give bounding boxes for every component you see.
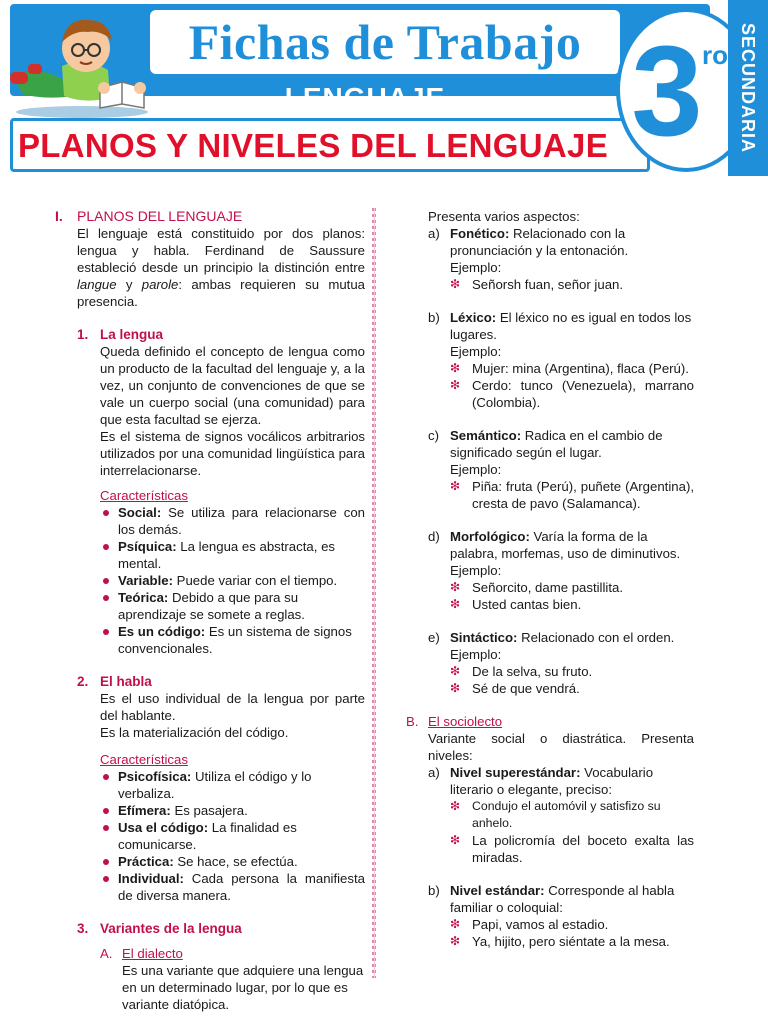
example-label: Ejemplo: — [450, 563, 502, 578]
intro-text: y — [116, 277, 142, 292]
subject-label: LENGUAJE — [284, 82, 446, 113]
item-term: Efímera: — [118, 803, 171, 818]
main-title: PLANOS Y NIVELES DEL LENGUAJE — [18, 127, 609, 164]
example-text: Señorsh fuan, señor juan. — [472, 277, 624, 292]
asterisk-icon: ❇ — [450, 580, 461, 594]
item-text: Utiliza el código y lo verbaliza. — [118, 769, 312, 801]
item-term: Variable: — [118, 573, 173, 588]
subsection-number: 2. — [77, 674, 89, 689]
aspect-item — [428, 528, 694, 613]
section-heading — [55, 208, 365, 225]
example-text: Papi, vamos al estadio. — [472, 917, 609, 932]
item-term: Sintáctico: — [450, 630, 518, 645]
subsection-title: Variantes de la lengua — [100, 921, 242, 936]
item-term: Fonético: — [450, 226, 510, 241]
variant-letter: B. — [406, 714, 419, 729]
asterisk-icon: ❇ — [450, 479, 461, 493]
right-column — [406, 208, 694, 950]
level-item — [428, 882, 694, 950]
aspect-item — [428, 427, 694, 512]
section-intro — [77, 225, 365, 310]
item-label: a) — [428, 765, 440, 780]
grade-suffix: ro — [702, 40, 728, 70]
example-text: Mujer: mina (Argentina), flaca (Perú). — [472, 361, 689, 376]
item-text: Vocabulario literario o elegante, preciso: — [450, 765, 654, 797]
item-label: d) — [428, 529, 440, 544]
item-text: Relacionado con la pronunciación y la entonación. — [450, 226, 629, 258]
worksheet-header — [0, 0, 768, 180]
level-label: SECUNDARIA — [738, 22, 758, 153]
term-langue: langue — [77, 277, 117, 292]
item-term: Individual: — [118, 871, 184, 886]
example-item — [450, 478, 694, 512]
item-label: c) — [428, 428, 439, 443]
subsection-title: El habla — [100, 674, 152, 689]
aspect-item — [428, 225, 694, 293]
list-item — [100, 572, 365, 589]
asterisk-icon: ❇ — [450, 277, 461, 291]
example-item — [450, 579, 694, 596]
series-title: Fichas de Trabajo — [188, 14, 582, 70]
example-item — [450, 798, 694, 832]
list-item — [100, 870, 365, 904]
variant-heading — [100, 945, 365, 962]
example-item — [450, 596, 694, 613]
item-label: b) — [428, 310, 440, 325]
item-label: e) — [428, 630, 440, 645]
left-column — [55, 208, 365, 1013]
list-item — [100, 589, 365, 623]
asterisk-icon: ❇ — [450, 833, 461, 847]
example-text: Señorcito, dame pastillita. — [472, 580, 623, 595]
item-text: Se utiliza para relacionarse con los demás. — [118, 505, 365, 537]
example-item — [450, 663, 694, 680]
list-item — [100, 623, 365, 657]
example-text: Ya, hijito, pero siéntate a la mesa. — [472, 934, 670, 949]
paragraph: Es la materialización del código. — [100, 725, 289, 740]
item-text: El léxico no es igual en todos los lugares. — [450, 310, 692, 342]
grade-number: 3 — [631, 20, 703, 163]
subsection-title: La lengua — [100, 327, 164, 342]
example-item — [450, 360, 694, 377]
item-term: Léxico: — [450, 310, 497, 325]
characteristics-title: Características — [100, 488, 188, 503]
item-text: Radica en el cambio de significado según el lugar. — [450, 428, 663, 460]
paragraph: Es el sistema de signos vocálicos arbitrarios utilizados por una comunidad lingüística para interrelacionarse. — [100, 429, 365, 478]
aspect-item — [428, 309, 694, 411]
paragraph: Variante social o diastrática. Presenta niveles: — [428, 731, 694, 763]
characteristics-list — [100, 768, 365, 904]
asterisk-icon: ❇ — [450, 681, 461, 695]
item-term: Usa el código: — [118, 820, 209, 835]
item-term: Psicofísica: — [118, 769, 192, 784]
example-label: Ejemplo: — [450, 647, 502, 662]
item-text: Corresponde al habla familiar o coloquial: — [450, 883, 675, 915]
example-text: Piña: fruta (Perú), puñete (Argentina), cresta de pavo (Salamanca). — [472, 479, 694, 511]
variant-heading — [406, 713, 694, 730]
example-label: Ejemplo: — [450, 344, 502, 359]
asterisk-icon: ❇ — [450, 917, 461, 931]
section-title: PLANOS DEL LENGUAJE — [77, 208, 243, 224]
example-text: Cerdo: tunco (Venezuela), marrano (Colombia). — [472, 378, 694, 410]
example-text: De la selva, su fruto. — [472, 664, 593, 679]
variant-title: El dialecto — [122, 946, 183, 961]
asterisk-icon: ❇ — [450, 361, 461, 375]
asterisk-icon: ❇ — [450, 378, 461, 392]
characteristics-list — [100, 504, 365, 657]
asterisk-icon: ❇ — [450, 934, 461, 948]
item-term: Es un código: — [118, 624, 206, 639]
list-item — [100, 538, 365, 572]
term-parole: parole — [141, 277, 179, 292]
item-text: Puede variar con el tiempo. — [172, 573, 338, 588]
item-text: Es un sistema de signos convencionales. — [118, 624, 352, 656]
list-item — [100, 768, 365, 802]
level-item — [428, 764, 694, 866]
section-number: I. — [55, 208, 63, 224]
asterisk-icon: ❇ — [450, 799, 461, 813]
item-term: Nivel superestándar: — [450, 765, 581, 780]
variant-letter: A. — [100, 946, 113, 961]
item-text: Debido a que para su aprendizaje se somete a reglas. — [118, 590, 305, 622]
item-label: b) — [428, 883, 440, 898]
item-term: Semántico: — [450, 428, 522, 443]
paragraph: Queda definido el concepto de lengua como un producto de la facultad del lenguaje y, a la vez, un conjunto de convenciones de que se vale un cuerpo social (una comunidad) para que esta facultad se ejerza. — [100, 344, 365, 427]
example-label: Ejemplo: — [450, 260, 502, 275]
characteristics-title: Características — [100, 752, 188, 767]
item-term: Práctica: — [118, 854, 174, 869]
list-item — [100, 853, 365, 870]
item-text: Es pasajera. — [170, 803, 248, 818]
item-text: Varía la forma de la palabra, morfemas, uso de diminutivos. — [450, 529, 681, 561]
example-item — [450, 377, 694, 411]
reading-boy-illustration — [4, 8, 154, 120]
variant-title: El sociolecto — [428, 714, 503, 729]
example-item — [450, 832, 694, 866]
column-divider — [372, 208, 376, 978]
subsection-heading — [77, 673, 365, 690]
item-text: La finalidad es comunicarse. — [118, 820, 297, 852]
example-item — [450, 916, 694, 933]
list-item — [100, 819, 365, 853]
subsection-number: 3. — [77, 921, 89, 936]
example-text: Sé de que vendrá. — [472, 681, 580, 696]
item-text: Relacionado con el orden. — [517, 630, 675, 645]
example-item — [450, 933, 694, 950]
item-term: Psíquica: — [118, 539, 177, 554]
subsection-heading — [77, 326, 365, 343]
item-label: a) — [428, 226, 440, 241]
subsection-number: 1. — [77, 327, 89, 342]
aspects-intro: Presenta varios aspectos: — [428, 209, 580, 224]
asterisk-icon: ❇ — [450, 664, 461, 678]
item-term: Social: — [118, 505, 162, 520]
item-text: Cada persona la manifiesta de diversa manera. — [118, 871, 365, 903]
example-label: Ejemplo: — [450, 462, 502, 477]
example-item — [450, 680, 694, 697]
aspect-item — [428, 629, 694, 697]
example-text: Usted cantas bien. — [472, 597, 582, 612]
example-text: La policromía del boceto exalta las miradas. — [472, 833, 694, 865]
asterisk-icon: ❇ — [450, 597, 461, 611]
subsection-heading — [77, 920, 365, 937]
paragraph: Es una variante que adquiere una lengua en un determinado lugar, por lo que es variante diatópica. — [122, 963, 364, 1012]
item-term: Nivel estándar: — [450, 883, 545, 898]
item-term: Morfológico: — [450, 529, 530, 544]
example-text: Condujo el automóvil y satisfizo su anhelo. — [472, 799, 661, 830]
intro-text: El lenguaje está constituido por dos planos: lengua y habla. Ferdinand de Saussure estableció desde un principio la distinción entre — [77, 226, 365, 275]
intro-text: : ambas requieren su mutua presencia. — [77, 277, 366, 309]
item-term: Teórica: — [118, 590, 169, 605]
item-text: Se hace, se efectúa. — [173, 854, 298, 869]
item-text: La lengua es abstracta, es mental. — [118, 539, 335, 571]
list-item — [100, 504, 365, 538]
paragraph: Es el uso individual de la lengua por parte del hablante. — [100, 691, 365, 723]
list-item — [100, 802, 365, 819]
example-item — [450, 276, 694, 293]
